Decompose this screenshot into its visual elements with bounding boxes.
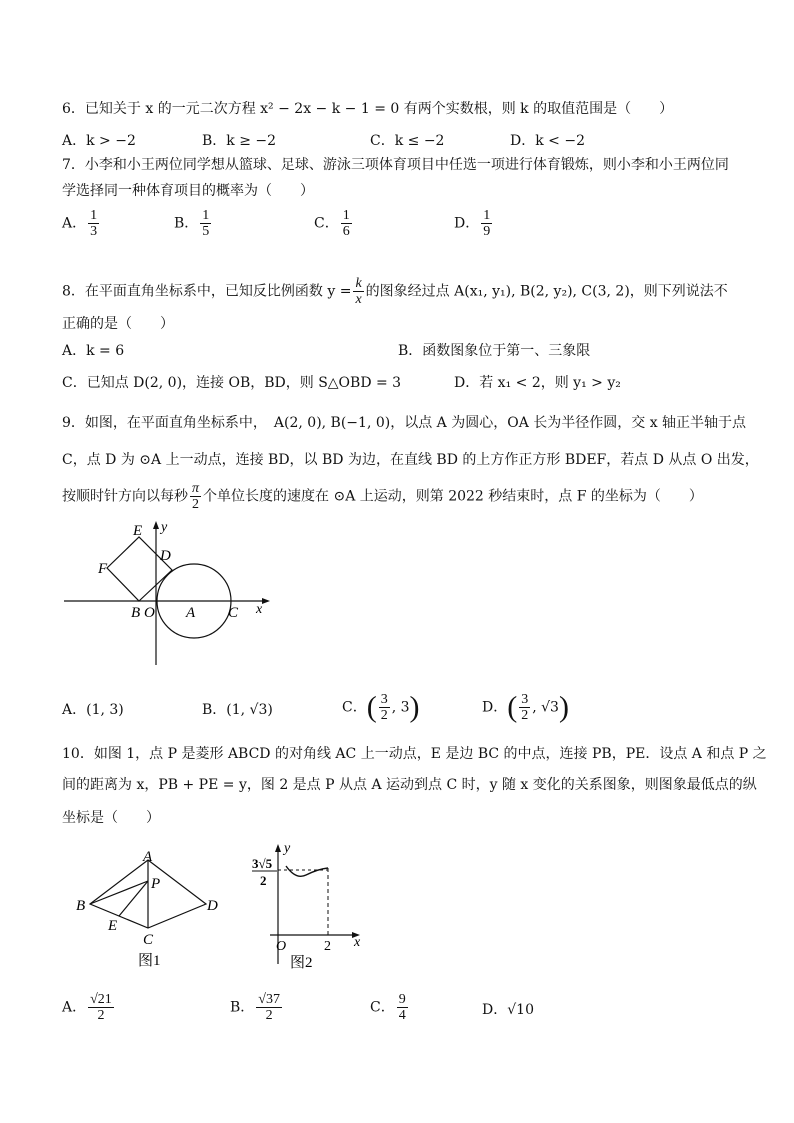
q10-option-b [230,992,284,1023]
q10-option-a-num: √21 [90,992,112,1007]
q8-option-d: D．若 x₁ < 2，则 y₁ > y₂ [454,375,621,391]
q10-fig1-label-e: E [108,918,118,934]
q7-option-b-label: B． [174,215,199,232]
q9-option-c-fraction [379,692,390,723]
q6-stem: 6．已知关于 x 的一元二次方程 x² − 2x − k − 1 = 0 有两个实数根，则 k 的取值范围是（ ） [62,101,674,117]
q10-stem-line1: 10．如图 1，点 P 是菱形 ABCD 的对角线 AC 上一动点，E 是边 BC 的中点，连接 PB，PE．设点 A 和点 P 之 [62,746,767,762]
q9-label-o: O [144,605,155,621]
q7-option-b-num: 1 [202,208,210,223]
q7-stem-line1: 7．小李和小王两位同学想从篮球、足球、游泳三项体育项目中任选一项进行体育锻炼，则小李和小王两位同 [62,157,729,173]
q8-stem-line1 [62,276,728,307]
q7-option-d-den: 9 [483,224,491,239]
q10-figure-1 [70,848,230,973]
q7-option-d-label: D． [454,215,480,232]
q10-fig2-caption: 图2 [290,955,313,971]
q10-figure-2 [248,840,368,975]
q9-option-d-fraction [519,692,530,723]
q7-option-d [454,208,494,239]
q10-fig1-label-b: B [76,898,86,914]
q8-frac-num: k [355,276,362,291]
q8-stem-a: 8．在平面直角坐标系中，已知反比例函数 y = [62,283,352,300]
q7-option-b [174,208,213,239]
q7-option-a-den: 3 [90,224,98,239]
q8-function-fraction [353,276,363,307]
q8-option-c: C．已知点 D(2, 0)，连接 OB，BD，则 S△OBD = 3 [62,375,402,391]
q8-option-a: A．k = 6 [62,343,125,359]
q10-fig2-tick-num: 3√5 [252,856,273,871]
q7-option-d-num: 1 [483,208,491,223]
q10-fig2-label-x: x [354,935,361,950]
q9-option-c-rparen: ) [409,690,420,724]
q10-option-d-label: D． [482,1002,508,1018]
q10-fig1-label-c: C [143,932,154,948]
q10-option-d [482,1000,534,1020]
q10-option-c-label: C． [370,999,395,1016]
q9-option-b: B．(1, √3) [202,702,273,718]
q7-option-a-num: 1 [90,208,98,223]
q7-option-c-fraction [341,208,352,239]
q9-option-d-lparen: ( [507,690,518,724]
q9-option-d-label: D． [482,699,508,716]
q7-option-b-den: 5 [202,224,210,239]
q9-label-x: x [256,602,263,617]
q10-fig2-label-o: O [276,939,287,954]
q10-segment-pb [90,881,148,904]
q9-option-d-num: 3 [521,692,529,707]
q10-option-d-value: √10 [507,1002,534,1018]
q9-label-e: E [133,523,143,539]
q9-option-c-rest: , 3 [391,699,410,716]
q10-option-b-label: B． [230,999,255,1016]
q9-y-arrow [153,521,159,529]
q9-option-d-rest: , √3 [532,699,559,716]
q10-fig2-label-y: y [284,841,291,856]
q7-option-a-label: A． [62,215,87,232]
q9-figure [60,515,280,670]
q9-option-d-rparen: ) [558,690,569,724]
q10-fig1-label-p: P [151,876,161,892]
q9-stem-line2: C，点 D 为 ⊙A 上一动点，连接 BD，以 BD 为边，在直线 BD 的上方作正方形 BDEF，若点 D 从点 O 出发， [62,452,759,468]
q8-frac-den: x [355,292,362,307]
q10-fig2-tick-2: 2 [324,939,331,954]
q9-option-c-lparen: ( [366,690,377,724]
q7-option-c-num: 1 [342,208,350,223]
q9-speed-fraction [190,481,201,512]
q10-fig2-curve [286,866,328,876]
q10-fig1-label-d: D [207,898,218,914]
q10-option-c [370,992,410,1023]
q10-option-a-label: A． [62,999,87,1016]
q10-stem-line2: 间的距离为 x，PB + PE = y，图 2 是点 P 从点 A 运动到点 C 时，y 随 x 变化的关系图象，则图象最低点的纵 [62,777,757,793]
q9-stem-line3b: 个单位长度的速度在 ⊙A 上运动，则第 2022 秒结束时，点 F 的坐标为（ ） [203,488,703,505]
q7-option-c-den: 6 [342,224,350,239]
q10-option-a-den: 2 [97,1008,105,1023]
q9-stem-line1: 9．如图，在平面直角坐标系中， A(2, 0), B(−1, 0)，以点 A 为圆心，OA 长为半径作圆，交 x 轴正半轴于点 [62,415,747,431]
q9-speed-den: 2 [192,497,199,512]
q10-option-c-den: 4 [398,1008,406,1023]
q9-option-c-label: C． [342,699,367,716]
q9-stem-line3a: 按顺时针方向以每秒 [62,488,188,505]
q8-stem-line2: 正确的是（ ） [62,316,174,332]
q9-square-bdef [107,537,172,601]
q10-option-a [62,992,116,1023]
q9-option-d [482,692,569,723]
q9-stem-line3 [62,481,703,512]
q9-option-a: A．(1, 3) [62,702,124,718]
q7-option-d-fraction [481,208,492,239]
q9-label-b: B [131,605,141,621]
q9-label-a: A [186,605,196,621]
q10-option-b-fraction [256,992,282,1023]
q10-stem-line3: 坐标是（ ） [62,810,160,826]
q9-x-arrow [262,598,270,604]
q9-label-y: y [161,520,168,535]
q10-option-c-fraction [397,992,408,1023]
q10-option-c-num: 9 [398,992,406,1007]
q9-option-c [342,692,420,723]
q6-option-b: B．k ≥ −2 [202,133,277,149]
q10-fig2-tick-den: 2 [260,873,267,888]
q9-option-d-den: 2 [521,708,529,723]
q7-option-a-fraction [88,208,99,239]
q8-option-b: B．函数图象位于第一、三象限 [398,343,591,359]
q8-stem-b: 的图象经过点 A(x₁, y₁), B(2, y₂), C(3, 2)，则下列说法不 [365,283,728,300]
q7-option-b-fraction [200,208,211,239]
q9-speed-num: π [192,481,200,496]
q10-option-a-fraction [88,992,114,1023]
q7-option-c-label: C． [314,215,339,232]
q7-option-a [62,208,101,239]
q9-label-f: F [98,561,108,577]
q10-fig1-caption: 图1 [138,953,161,969]
q10-option-b-num: √37 [258,992,280,1007]
q10-fig1-label-a: A [143,849,153,865]
q7-option-c [314,208,354,239]
q6-option-d: D．k < −2 [510,133,585,149]
q6-option-c: C．k ≤ −2 [370,133,445,149]
q6-option-a: A．k > −2 [62,133,136,149]
q9-option-c-num: 3 [380,692,388,707]
q9-label-c: C [228,605,239,621]
q10-option-b-den: 2 [265,1008,273,1023]
q9-option-c-den: 2 [380,708,388,723]
q10-fig2-y-arrow [275,844,281,852]
q7-stem-line2: 学选择同一种体育项目的概率为（ ） [62,183,314,199]
q9-label-d: D [160,548,171,564]
